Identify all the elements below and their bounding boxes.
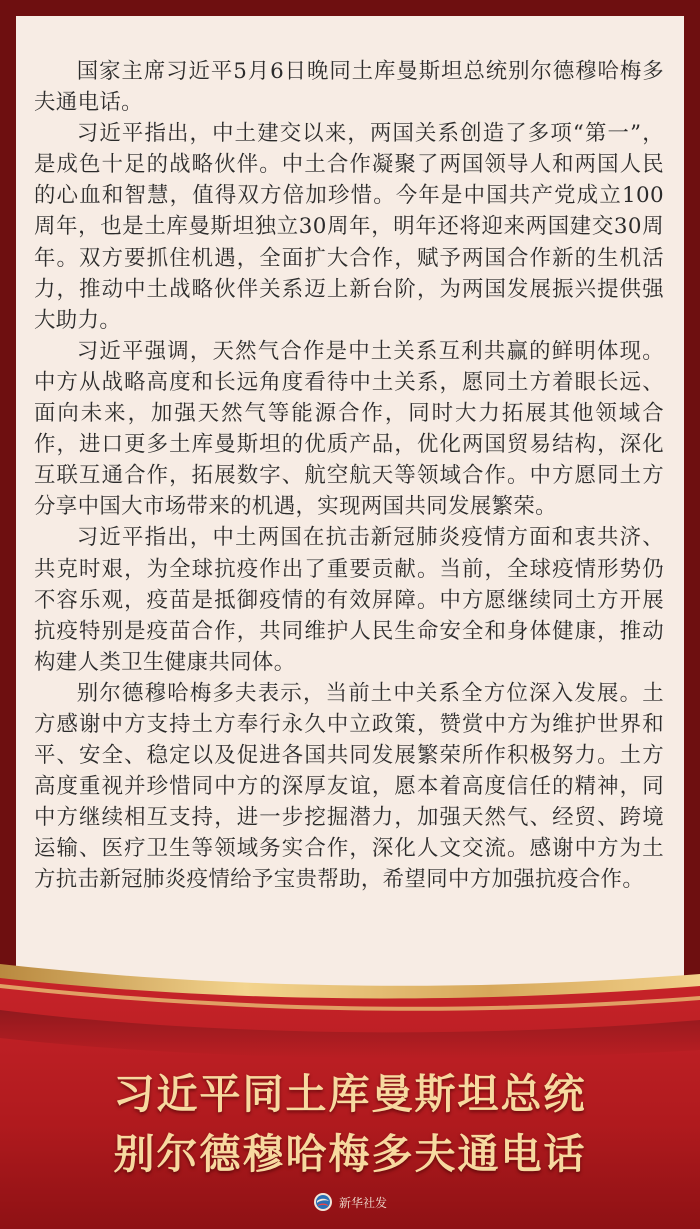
article-paragraph-4: 习近平指出，中土两国在抗击新冠肺炎疫情方面和衷共济、共克时艰，为全球抗疫作出了重要贡献。当前，全球疫情形势仍不容乐观，疫苗是抵御疫情的有效屏障。中方愿继续同土方开展抗疫特别是疫苗合作，共同维护人民生命安全和身体健康，推动构建人类卫生健康共同体。 — [34, 525, 664, 675]
agency-credit — [0, 1192, 700, 1212]
headline-line-1: 习近平同土库曼斯坦总统 — [113, 1070, 587, 1118]
article-paragraph-3: 习近平强调，天然气合作是中土关系互利共赢的鲜明体现。中方从战略高度和长远角度看待中土关系，愿同土方着眼长远、面向未来，加强天然气等能源合作，同时大力拓展其他领域合作，进口更多土库曼斯坦的优质产品，优化两国贸易结构，深化互联互通合作，拓展数字、航空航天等领域合作。中方愿同土方分享中国大市场带来的机遇，实现两国共同发展繁荣。 — [34, 338, 664, 520]
headline — [0, 1064, 700, 1184]
agency-credit-text: 新华社发 — [338, 1195, 387, 1210]
article-paragraph-5: 别尔德穆哈梅多夫表示，当前土中关系全方位深入发展。土方感谢中方支持土方奉行永久中立政策，赞赏中方为维护世界和平、安全、稳定以及促进各国共同发展繁荣所作积极努力。土方高度重视并珍惜同中方的深厚友谊，愿本着高度信任的精神，同中方继续相互支持，进一步挖掘潜力，加强天然气、经贸、跨境运输、医疗卫生等领域务实合作，深化人文交流。感谢中方为土方抗击新冠肺炎疫情给予宝贵帮助，希望同中方加强抗疫合作。 — [34, 680, 664, 893]
article-body — [34, 56, 664, 896]
article-paragraph-2: 习近平指出，中土建交以来，两国关系创造了多项“第一”，是成色十足的战略伙伴。中土合作凝聚了两国领导人和两国人民的心血和智慧，值得双方倍加珍惜。今年是中国共产党成立100周年，也是土库曼斯坦独立30周年，明年还将迎来两国建交30周年。双方要抓住机遇，全面扩大合作，赋予两国合作新的生机活力，推动中土战略伙伴关系迈上新台阶，为两国发展振兴提供强大助力。 — [34, 121, 664, 333]
headline-line-2: 别尔德穆哈梅多夫通电话 — [113, 1130, 587, 1178]
xinhua-globe-icon — [313, 1192, 333, 1212]
article-paragraph-1: 国家主席习近平5月6日晚同土库曼斯坦总统别尔德穆哈梅多夫通电话。 — [34, 59, 664, 116]
